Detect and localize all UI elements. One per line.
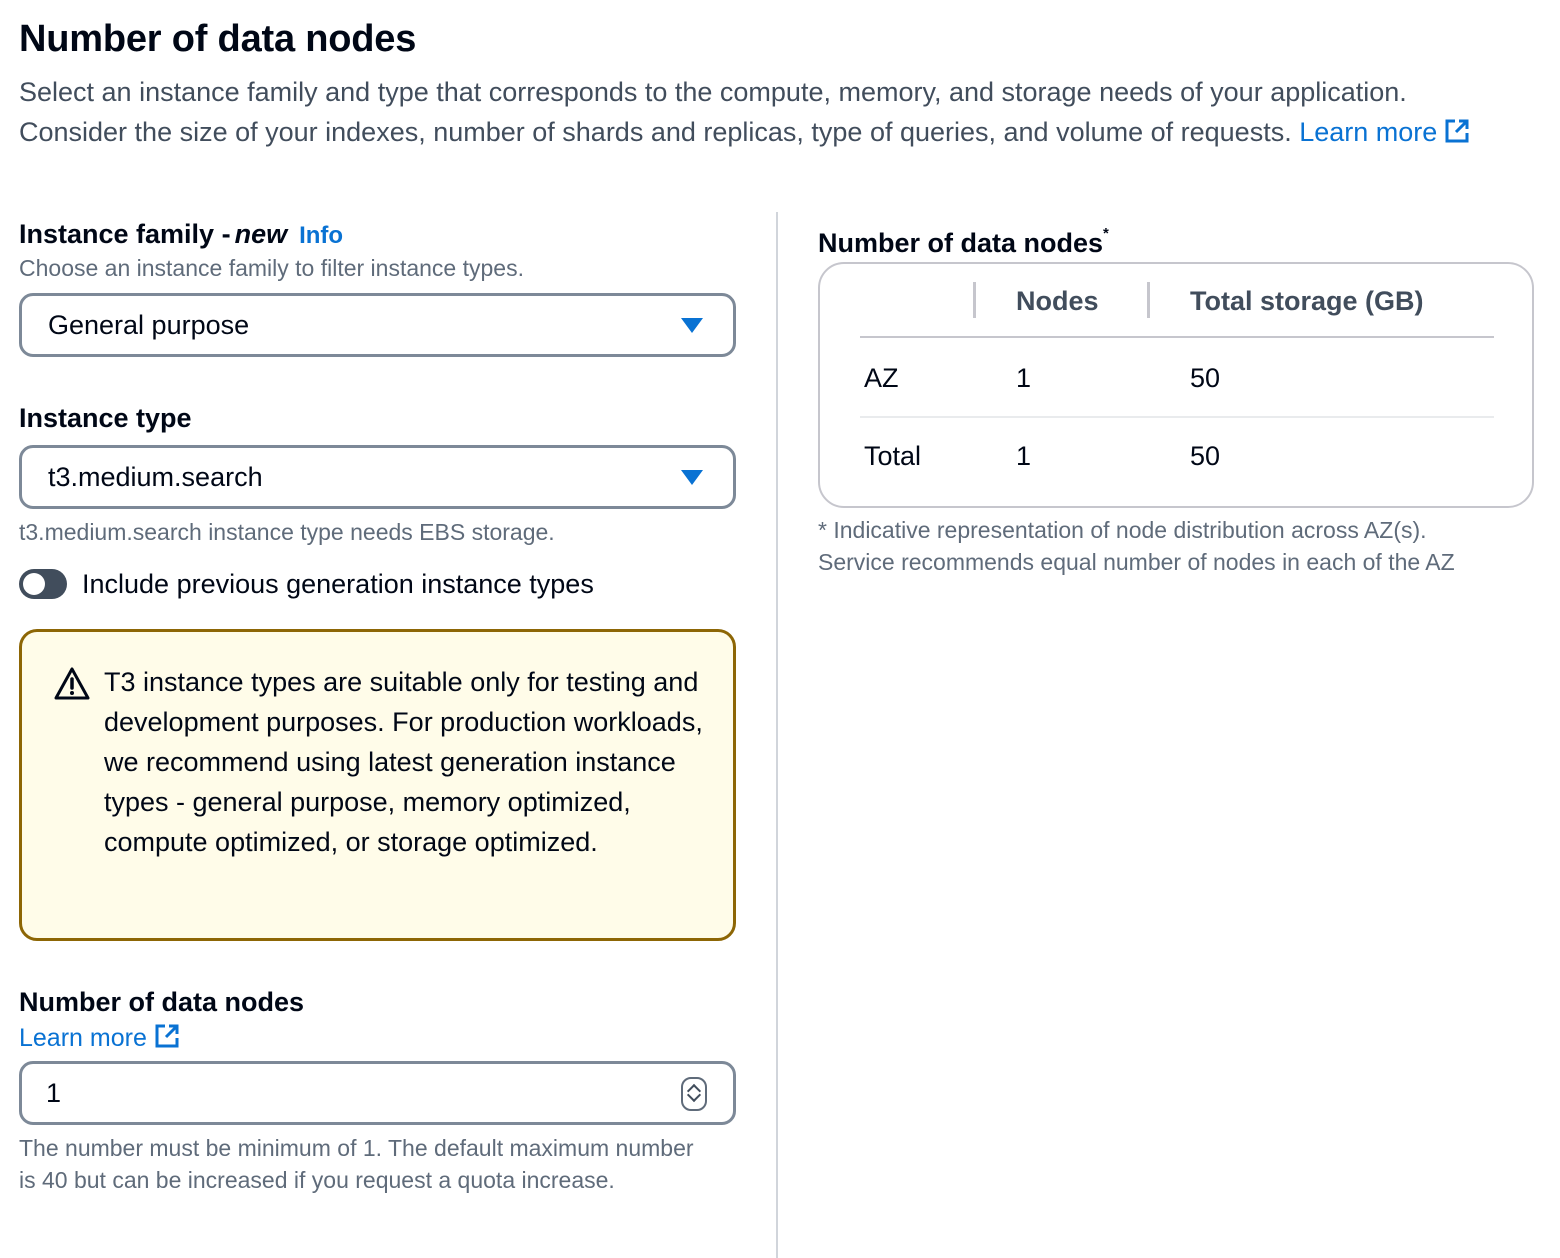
instance-family-info-link[interactable]: Info — [299, 222, 344, 249]
warning-text: T3 instance types are suitable only for testing and development purposes. For production workloads, we recommend using latest generation instance types - general purpose, memory optimized, compute optimized, or storage optimized. — [104, 667, 703, 857]
row-name: AZ — [864, 363, 899, 393]
instance-type-hint: t3.medium.search instance type needs EBS storage. — [19, 519, 555, 545]
caret-down-icon — [681, 318, 703, 333]
external-link-icon — [153, 1022, 181, 1050]
column-separator — [973, 282, 976, 318]
column-header-storage: Total storage (GB) — [1190, 286, 1424, 316]
row-name: Total — [864, 441, 922, 471]
row-storage: 50 — [1190, 363, 1221, 393]
page-description-text: Select an instance family and type that corresponds to the compute, memory, and storage needs of your application. Consider the size of your indexes, number of shards and replicas, type of queries, and volume of requests. — [19, 77, 1407, 147]
row-divider — [860, 416, 1494, 418]
previous-generation-label: Include previous generation instance types — [82, 569, 594, 599]
column-separator — [1147, 282, 1150, 318]
row-nodes: 1 — [1016, 441, 1032, 471]
column-divider — [776, 212, 778, 1258]
header-divider — [860, 336, 1494, 338]
instance-family-description: Choose an instance family to filter instance types. — [19, 255, 524, 281]
page-title: Number of data nodes — [19, 18, 417, 60]
data-nodes-input[interactable] — [19, 1061, 736, 1125]
external-link-icon — [1443, 117, 1471, 145]
footnote-line-2: Service recommends equal number of nodes in each of the AZ — [818, 549, 1455, 575]
toggle-knob — [23, 573, 45, 595]
distribution-title-text: Number of data nodes — [818, 228, 1104, 258]
warning-alert — [19, 629, 736, 941]
instance-type-select[interactable] — [19, 445, 736, 509]
new-badge: new — [234, 219, 288, 249]
data-nodes-value[interactable] — [46, 1070, 646, 1116]
learn-more-link[interactable] — [1299, 117, 1471, 147]
instance-family-value: General purpose — [48, 310, 250, 340]
instance-type-label: Instance type — [19, 403, 192, 433]
distribution-footnote — [818, 514, 1534, 578]
data-nodes-label: Number of data nodes — [19, 987, 305, 1017]
instance-family-label-text: Instance family - — [19, 219, 231, 249]
row-nodes: 1 — [1016, 363, 1032, 393]
warning-icon — [54, 666, 90, 702]
caret-down-icon — [681, 470, 703, 485]
learn-more-label: Learn more — [1299, 117, 1438, 147]
footnote-line-1: * Indicative representation of node distribution across AZ(s). — [818, 517, 1427, 543]
number-stepper[interactable] — [681, 1077, 707, 1111]
instance-type-value: t3.medium.search — [48, 462, 263, 492]
page-description — [19, 72, 1519, 152]
data-nodes-learn-more-label: Learn more — [19, 1024, 147, 1052]
previous-generation-toggle[interactable] — [19, 569, 67, 599]
column-header-nodes: Nodes — [1016, 286, 1099, 316]
distribution-title — [818, 214, 1109, 263]
instance-family-select[interactable] — [19, 293, 736, 357]
instance-family-label — [19, 214, 343, 256]
distribution-table — [818, 262, 1534, 508]
data-nodes-hint: The number must be minimum of 1. The default maximum number is 40 but can be increased if you request a quota increase. — [19, 1135, 694, 1193]
data-nodes-learn-more-link[interactable] — [19, 1020, 181, 1056]
asterisk-mark: * — [1103, 225, 1109, 242]
row-storage: 50 — [1190, 441, 1221, 471]
